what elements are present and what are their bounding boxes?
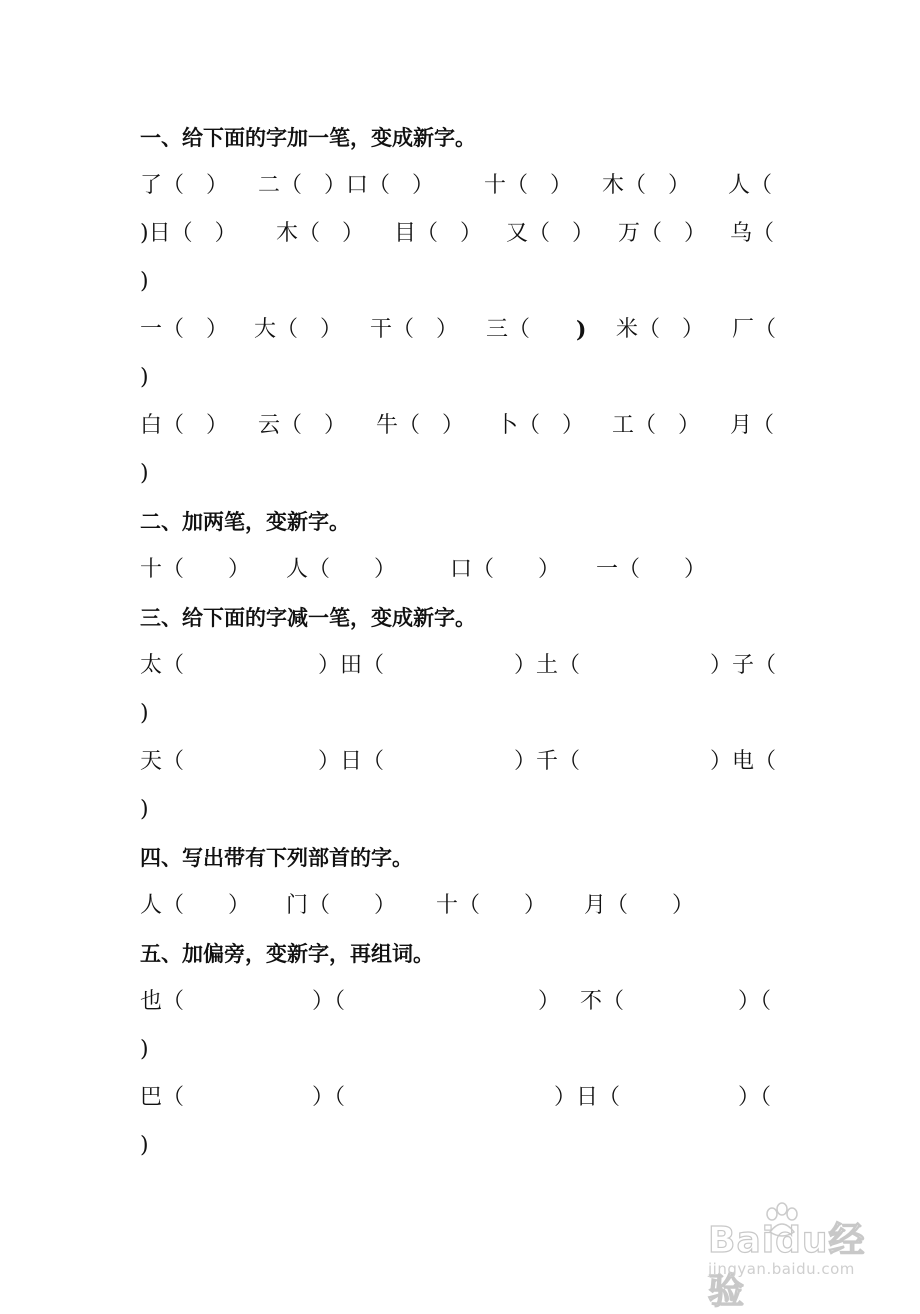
exercise-item: ）千（: [514, 749, 581, 774]
exercise-row: [140, 886, 790, 926]
exercise-item: ): [140, 269, 149, 294]
exercise-item: 也（: [140, 989, 185, 1014]
exercise-item: 卜（ ）: [496, 413, 585, 438]
exercise-item: 万（ ）: [618, 221, 707, 246]
exercise-item: 口（ ）: [450, 557, 561, 582]
exercise-item: 木（ ）: [276, 221, 365, 246]
exercise-item: 牛（ ）: [376, 413, 465, 438]
exercise-row: [140, 742, 790, 782]
section-4-heading: 四、写出带有下列部首的字。: [140, 846, 413, 870]
exercise-row: [140, 646, 790, 686]
exercise-item: ）电（: [710, 749, 777, 774]
exercise-row: [140, 790, 790, 830]
exercise-item: 干（ ）: [370, 317, 459, 342]
exercise-item: 三（: [486, 317, 531, 342]
exercise-item: ): [140, 701, 149, 726]
exercise-item: 一（ ）: [596, 557, 707, 582]
section-1-heading: 一、给下面的字加一笔，变成新字。: [140, 126, 476, 150]
exercise-item: 巴（: [140, 1085, 185, 1110]
exercise-item: )日（ ）: [140, 221, 237, 246]
exercise-item: ）日（: [318, 749, 385, 774]
exercise-item: ): [576, 317, 587, 343]
exercise-row: [140, 982, 790, 1022]
exercise-item: 十（ ）: [436, 893, 547, 918]
exercise-item: ）田（: [318, 653, 385, 678]
exercise-item: 米（ ）: [616, 317, 705, 342]
exercise-item: 十（ ）: [484, 173, 573, 198]
section-3-heading: 三、给下面的字减一笔，变成新字。: [140, 606, 476, 630]
exercise-item: 了（ ）: [140, 173, 229, 198]
exercise-item: 目（ ）: [394, 221, 483, 246]
exercise-row: [140, 454, 790, 494]
exercise-row: [140, 550, 790, 590]
watermark-logo-text: Baidu经验: [708, 1220, 866, 1312]
exercise-item: ）日（: [554, 1085, 621, 1110]
exercise-item: 月（ ）: [584, 893, 695, 918]
exercise-item: ）（: [312, 1085, 346, 1110]
exercise-row: [140, 166, 790, 206]
watermark-url: jingyan.baidu.com: [708, 1260, 855, 1278]
exercise-item: ）（: [738, 1085, 772, 1110]
exercise-item: ): [140, 461, 149, 486]
exercise-item: 厂（: [732, 317, 777, 342]
exercise-item: ）土（: [514, 653, 581, 678]
exercise-item: ）子（: [710, 653, 777, 678]
exercise-item: 木（ ）: [602, 173, 691, 198]
exercise-row: [140, 310, 790, 350]
exercise-item: ): [140, 797, 149, 822]
exercise-item: ）: [538, 989, 561, 1014]
exercise-row: [140, 214, 790, 254]
exercise-item: 大（ ）: [254, 317, 343, 342]
exercise-item: 二（ ）口（ ）: [258, 173, 435, 198]
section-2-heading: 二、加两笔，变新字。: [140, 510, 350, 534]
exercise-row: [140, 1030, 790, 1070]
exercise-item: 门（ ）: [286, 893, 397, 918]
exercise-item: ): [140, 1133, 149, 1158]
exercise-item: 十（ ）: [140, 557, 251, 582]
exercise-item: ): [140, 1037, 149, 1062]
exercise-item: 一（ ）: [140, 317, 229, 342]
section-5-heading: 五、加偏旁，变新字，再组词。: [140, 942, 434, 966]
exercise-item: 又（ ）: [506, 221, 595, 246]
exercise-item: ）（: [738, 989, 772, 1014]
exercise-item: 白（ ）: [140, 413, 229, 438]
exercise-row: [140, 358, 790, 398]
exercise-item: 人（ ）: [286, 557, 397, 582]
exercise-item: 月（: [730, 413, 775, 438]
exercise-item: 太（: [140, 653, 185, 678]
exercise-row: [140, 1126, 790, 1166]
exercise-item: 人（ ）: [140, 893, 251, 918]
exercise-item: 不（: [580, 989, 625, 1014]
exercise-row: [140, 406, 790, 446]
exercise-row: [140, 694, 790, 734]
exercise-item: ）（: [312, 989, 346, 1014]
exercise-item: 人（: [728, 173, 773, 198]
exercise-item: 工（ ）: [612, 413, 701, 438]
exercise-row: [140, 262, 790, 302]
exercise-item: 乌（: [730, 221, 775, 246]
exercise-item: 天（: [140, 749, 185, 774]
exercise-item: 云（ ）: [258, 413, 347, 438]
exercise-row: [140, 1078, 790, 1118]
baidu-jingyan-watermark: [700, 1198, 900, 1312]
exercise-item: ): [140, 365, 149, 390]
